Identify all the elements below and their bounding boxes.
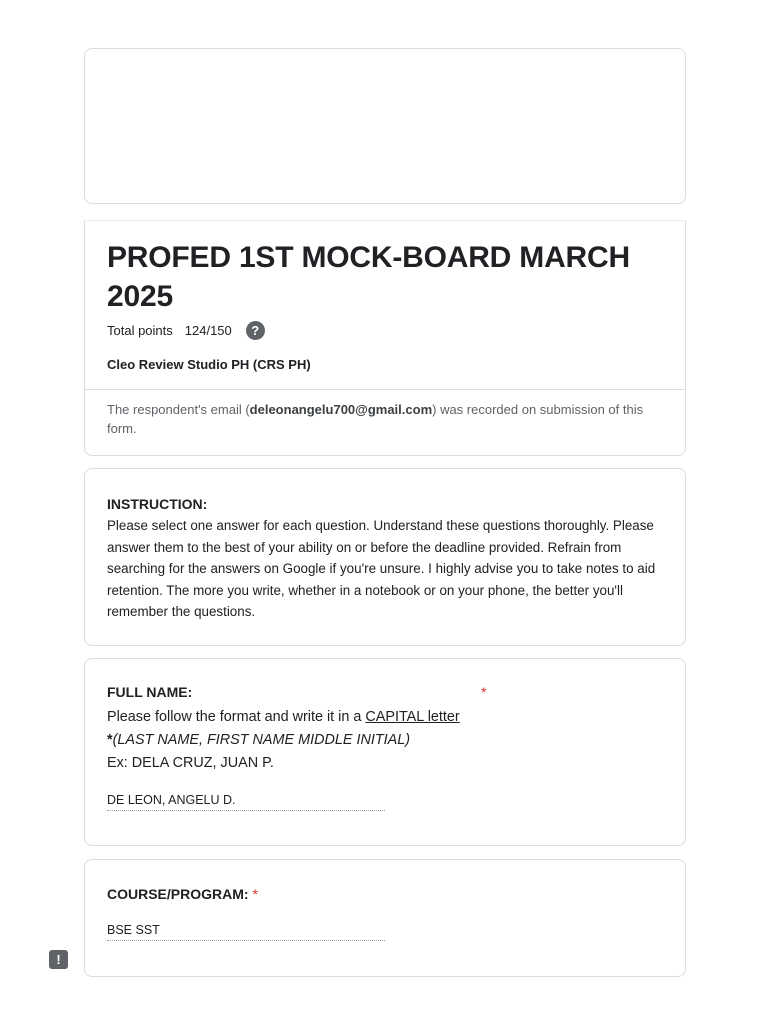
required-asterisk: *	[481, 684, 487, 700]
question-full-name	[84, 658, 686, 846]
help-circle-icon[interactable]: ?	[246, 321, 265, 340]
total-points-label: Total points	[107, 322, 173, 338]
required-asterisk: *	[252, 886, 258, 902]
question-course-program	[84, 859, 686, 977]
organization-name: Cleo Review Studio PH (CRS PH)	[107, 357, 311, 372]
total-points-value: 124/150	[184, 322, 232, 338]
divider	[85, 389, 685, 390]
course-answer: BSE SST	[107, 923, 385, 941]
desc-line-1	[107, 706, 667, 729]
instruction-heading: INSTRUCTION:	[107, 496, 208, 512]
email-note-prefix: The respondent's email (	[107, 402, 250, 417]
respondent-email: deleonangelu700@gmail.com	[249, 402, 433, 417]
question-description	[107, 706, 667, 775]
form-header-banner	[84, 48, 686, 204]
total-points-row	[107, 319, 265, 341]
full-name-answer: DE LEON, ANGELU D.	[107, 793, 385, 811]
desc-star: *	[107, 732, 113, 748]
question-title: FULL NAME:	[107, 684, 193, 700]
email-note-suffix: ) was recorded on submission of this form.	[107, 402, 644, 436]
question-title	[107, 886, 258, 902]
email-recorded-note	[107, 400, 667, 438]
desc-line-3: Ex: DELA CRUZ, JUAN P.	[107, 755, 274, 771]
desc-underlined-text: CAPITAL letter	[365, 709, 460, 725]
instruction-card	[84, 468, 686, 646]
instruction-body: Please select one answer for each question. Understand these questions thoroughly. Please answer them to the best of your ability on or before the deadline provided. Refrain from searching for the answers on Google if you're unsure. I highly advise you to take notes to aid retention. The more you write, whether in a notebook or on your phone, the better you'll remember the questions.	[107, 518, 656, 620]
form-title: PROFED 1ST MOCK-BOARD MARCH 2025	[107, 241, 630, 313]
report-feedback-icon[interactable]: !	[49, 950, 68, 969]
form-title-card	[84, 220, 686, 456]
desc-line-1-text: Please follow the format and write it in a	[107, 709, 366, 725]
desc-line-2	[107, 729, 667, 752]
question-title-text: COURSE/PROGRAM:	[107, 886, 249, 902]
desc-format-hint: (LAST NAME, FIRST NAME MIDDLE INITIAL)	[112, 732, 411, 748]
